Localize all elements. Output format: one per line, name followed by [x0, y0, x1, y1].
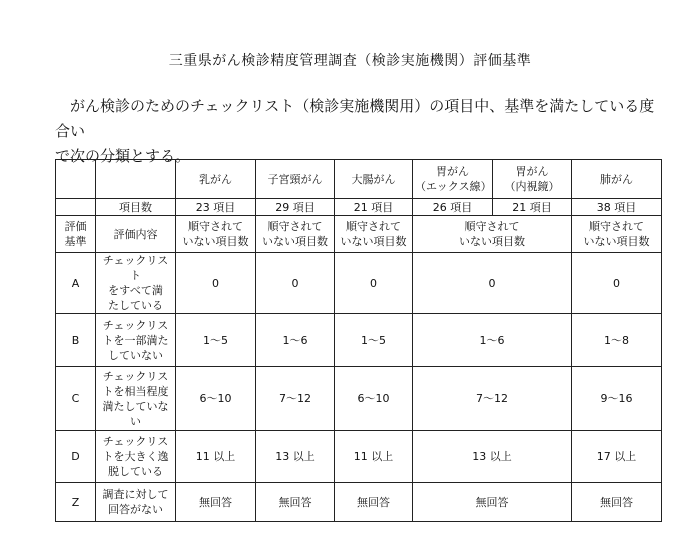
item-count-label: 項目数 — [96, 199, 176, 216]
header-stomach-xray: 胃がん （エックス線） — [413, 160, 493, 199]
grade-z: Z — [56, 483, 96, 522]
grade-c-breast: 6～10 — [176, 367, 256, 431]
grade-b-breast: 1～5 — [176, 314, 256, 367]
document-title: 三重県がん検診精度管理調査（検診実施機関）評価基準 — [168, 53, 532, 69]
header-breast: 乳がん — [176, 160, 256, 199]
item-count-colorectal: 21 項目 — [335, 199, 413, 216]
grade-c-stomach: 7～12 — [413, 367, 572, 431]
grade-z-lung: 無回答 — [572, 483, 662, 522]
item-count-row — [56, 199, 662, 216]
header-cervical: 子宮頸がん — [256, 160, 335, 199]
item-count-stomach-endoscopy: 21 項目 — [493, 199, 572, 216]
grade-z-description: 調査に対して 回答がない — [96, 483, 176, 522]
grade-z-cervical: 無回答 — [256, 483, 335, 522]
grade-b-colorectal: 1～5 — [335, 314, 413, 367]
header-stomach-endoscopy: 胃がん （内視鏡） — [493, 160, 572, 199]
grade-b-cervical: 1～6 — [256, 314, 335, 367]
grade-d-breast: 11 以上 — [176, 431, 256, 483]
grade-d-stomach: 13 以上 — [413, 431, 572, 483]
grade-z-colorectal: 無回答 — [335, 483, 413, 522]
criteria-label: 評価 基準 — [56, 216, 96, 253]
table-row — [56, 314, 662, 367]
not-followed-stomach: 順守されて いない項目数 — [413, 216, 572, 253]
grade-c-colorectal: 6～10 — [335, 367, 413, 431]
grade-d: D — [56, 431, 96, 483]
item-count-cervical: 29 項目 — [256, 199, 335, 216]
grade-a-description: チェックリスト をすべて満 たしている — [96, 253, 176, 314]
grade-b: B — [56, 314, 96, 367]
grade-d-cervical: 13 以上 — [256, 431, 335, 483]
content-label: 評価内容 — [96, 216, 176, 253]
item-count-blank — [56, 199, 96, 216]
header-blank-1 — [56, 160, 96, 199]
grade-z-breast: 無回答 — [176, 483, 256, 522]
header-lung: 肺がん — [572, 160, 662, 199]
grade-c: C — [56, 367, 96, 431]
item-count-stomach-xray: 26 項目 — [413, 199, 493, 216]
header-blank-2 — [96, 160, 176, 199]
grade-b-stomach: 1～6 — [413, 314, 572, 367]
table-row — [56, 253, 662, 314]
grade-c-cervical: 7～12 — [256, 367, 335, 431]
grade-a-colorectal: 0 — [335, 253, 413, 314]
not-followed-breast: 順守されて いない項目数 — [176, 216, 256, 253]
grade-z-stomach: 無回答 — [413, 483, 572, 522]
grade-c-lung: 9～16 — [572, 367, 662, 431]
header-colorectal: 大腸がん — [335, 160, 413, 199]
table-header-row — [56, 160, 662, 199]
evaluation-criteria-table — [55, 159, 662, 522]
item-count-breast: 23 項目 — [176, 199, 256, 216]
table-row — [56, 483, 662, 522]
grade-a-breast: 0 — [176, 253, 256, 314]
table-row — [56, 431, 662, 483]
not-followed-lung: 順守されて いない項目数 — [572, 216, 662, 253]
grade-d-colorectal: 11 以上 — [335, 431, 413, 483]
item-count-lung: 38 項目 — [572, 199, 662, 216]
intro-line-2: で次の分類とする。 — [55, 147, 191, 165]
intro-line-1: がん検診のためのチェックリスト（検診実施機関用）の項目中、基準を満たしている度合い — [55, 97, 655, 140]
grade-a-lung: 0 — [572, 253, 662, 314]
grade-a-stomach: 0 — [413, 253, 572, 314]
grade-c-description: チェックリス トを相当程度 満たしていな い — [96, 367, 176, 431]
criteria-header-row — [56, 216, 662, 253]
grade-b-lung: 1～8 — [572, 314, 662, 367]
intro-paragraph — [55, 94, 665, 169]
not-followed-cervical: 順守されて いない項目数 — [256, 216, 335, 253]
grade-d-description: チェックリス トを大きく逸 脱している — [96, 431, 176, 483]
table-row — [56, 367, 662, 431]
not-followed-colorectal: 順守されて いない項目数 — [335, 216, 413, 253]
grade-b-description: チェックリス トを一部満た していない — [96, 314, 176, 367]
grade-d-lung: 17 以上 — [572, 431, 662, 483]
grade-a-cervical: 0 — [256, 253, 335, 314]
grade-a: A — [56, 253, 96, 314]
